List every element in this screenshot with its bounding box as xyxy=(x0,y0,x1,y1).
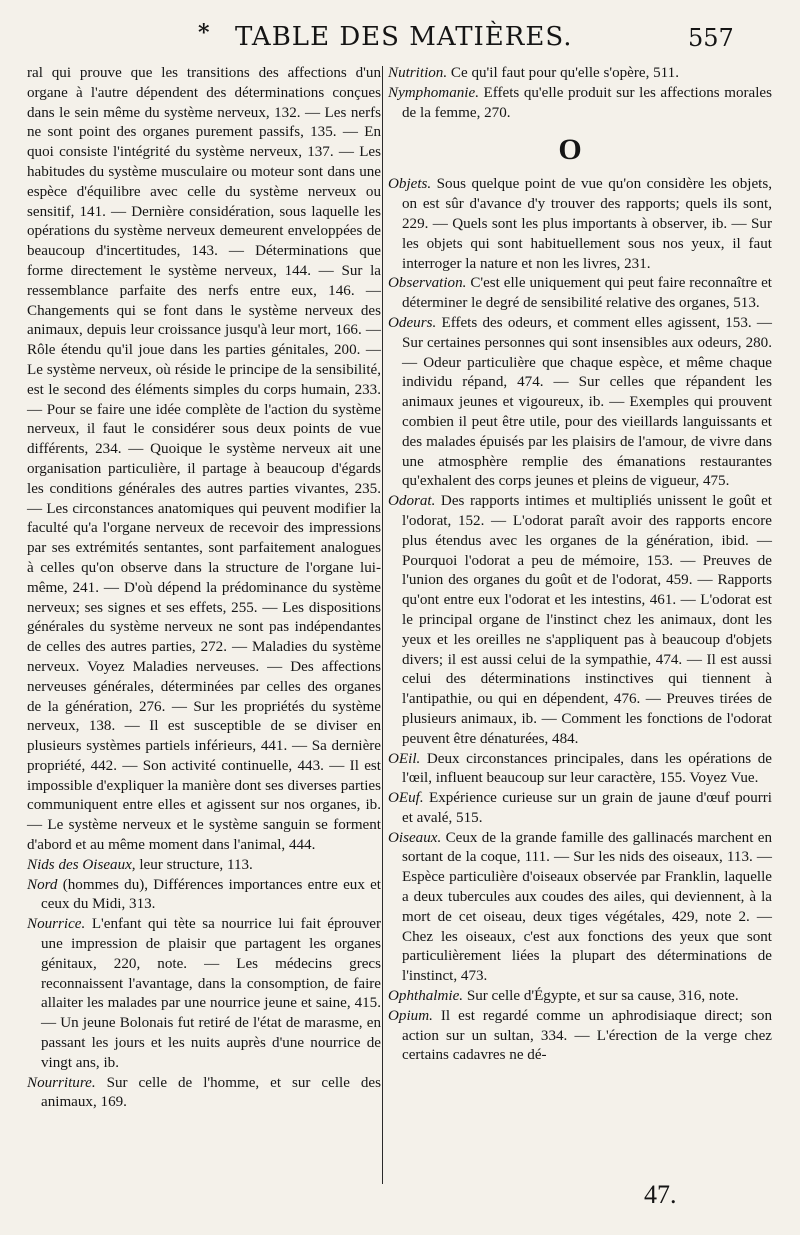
entry-text: Ce qu'il faut pour qu'elle s'opère, 511. xyxy=(447,65,679,81)
index-entry xyxy=(388,1007,772,1066)
entry-headword: Opium. xyxy=(388,1007,433,1024)
index-entry xyxy=(388,987,772,1007)
entry-text: Ceux de la grande famille des gallinacés marchent en sortant de la coque, 111. — Sur les nids des oiseaux, 113. — Espèce particulière d'oiseaux observée par Franklin, laquelle a deux tubercules aux coudes des ailes, qui deviennent, à la mort de cet oiseau, deux tiges végétales, 429, note 2. — Chez les oiseaux, c'est aux fonctions des yeux que sont particulièrement liées la plupart des déterminations de l'instinct, 473. xyxy=(402,829,772,985)
index-entry xyxy=(388,492,772,749)
entry-headword: Odeurs. xyxy=(388,314,437,331)
signature-mark: 47. xyxy=(644,1180,677,1209)
entry-text: Sous quelque point de vue qu'on considère les objets, on est sûr d'avance d'y trouver des rapports; quels ils sont, 229. — Quels sont les plus importants à observer, ib. — Sur les objets qui sont habituellement sous nos yeux, il faut interroger la nature et non les livres, 231. xyxy=(402,176,772,272)
section-letter: O xyxy=(558,133,582,167)
entry-text: C'est elle uniquement qui peut faire reconnaître et déterminer le degré de sensibilité relative des organes, 513. xyxy=(402,275,772,312)
entry-headword: OEuf. xyxy=(388,790,424,807)
entry-text: Sur celle de l'homme, et sur celle des animaux, 169. xyxy=(41,1074,381,1111)
continued-entry-text: ral qui prouve que les transitions des affections d'un organe à l'autre dépendent des déterminations conçues dans le sein même du système nerveux, 132. — Les nerfs ne sont point des organes purement passifs, 135. — En quoi consiste l'intégrité du système nerveux, 137. — Les habitudes du système musculaire ou moteur sont dans une espèce d'équilibre avec celle du système nerveux ou sensitif, 141. — Dernière considération, sous laquelle les opérations du système nerveux demeurent enveloppées de beaucoup d'incertitudes, 143. — Déterminations que forme directement le système nerveux, 144. — Sur la ressemblance parfaite des nerfs entre eux, 146. — Changements qui se font dans le système nerveux des animaux, depuis leur croissance jusqu'à leur mort, 166. — Rôle étendu qu'il joue dans les parties génitales, 200. — Le système nerveux, où réside le principe de la sensibilité, est le second des éléments simples du corps humain, 233. — Pour se faire une idée complète de l'action du système nerveux, il faut le considérer sous deux points de vue différents, 234. — Quoique le système nerveux ait une organisation particulière, il partage à beaucoup d'égards les conditions générales des autres parties vivantes, 235. — Les circonstances anatomiques qui peuvent modifier la faculté qu'a l'organe nerveux de recevoir des impressions par ses extrémités sentantes, sont parfaitement analogues à celles qu'on observe dans la structure de l'organe lui-même, 241. — D'où dépend la prédominance du système nerveux; ses signes et ses effets, 255. — Les dispositions générales du système nerveux ne sont pas indépendantes de celles des autres parties, 272. — Maladies du système nerveux. Voyez Maladies nerveuses. — Des affections nerveuses générales, déterminées par celles des organes de la génération, 276. — Sur les propriétés du système nerveux, 138. — Il est susceptible de se diviser en plusieurs systèmes partiels inférieurs, 441. — Sa dernière propriété, 442. — Son activité continuelle, 443. — Il est impossible d'expliquer la manière dont ses diverses parties communiquent entre elles et agissent sur nos organes, ib. — Le système nerveux et le système sanguin se forment d'abord et au même moment dans l'animal, 444. xyxy=(27,65,381,854)
entry-text: Il est regardé comme un aphrodisiaque direct; son action sur un sultan, 334. — L'érection de la verge chez certains cadavres ne dé- xyxy=(402,1007,772,1064)
entry-text: leur structure, 113. xyxy=(135,856,253,873)
entry-text: Sur celle d'Égypte, et sur sa cause, 316, note. xyxy=(463,988,739,1005)
index-entry xyxy=(27,915,381,1073)
index-entry xyxy=(388,789,772,829)
header-star: * xyxy=(198,20,210,46)
entry-text: Deux circonstances principales, dans les opérations de l'œil, influent beaucoup sur leur caractère, 155. Voyez Vue. xyxy=(402,750,772,787)
entry-headword: Nourrice. xyxy=(27,916,86,933)
entry-headword: Oiseaux. xyxy=(388,829,442,846)
entry-headword: Ophthalmie. xyxy=(388,988,464,1005)
page-header xyxy=(0,18,800,58)
page-number: 557 xyxy=(688,24,734,52)
index-entry xyxy=(388,829,772,987)
entry-headword: Odorat. xyxy=(388,493,436,510)
entry-headword: Observation. xyxy=(388,275,467,292)
index-entry xyxy=(27,1074,381,1114)
entry-headword: Nord xyxy=(27,876,58,893)
entry-text: Des rapports intimes et multipliés unissent le goût et l'odorat, 152. — L'odorat paraît avoir des rapports encore plus étendus avec les organes de la génération, ibid. — Pourquoi l'odorat a peu de mémoire, 153. — Preuves de l'union des organes du goût et de l'odorat, 459. — Rapports qu'ont entre eux l'odorat et les intestins, 461. — L'odorat est le principal organe de l'instinct chez les animaux, dont les yeux et les oreilles ne s'appliquent pas à beaucoup d'objets divers; il est aussi celui de la sympathie, 474. — Il est aussi celui des déterminations instinctives qui tiennent à l'antipathie, ou qui en dépendent, 476. — Preuves tirées de plusieurs animaux, ib. — Comment les fonctions de l'odorat peuvent être dénaturées, 484. xyxy=(402,493,772,747)
entry-text: Expérience curieuse sur un grain de jaune d'œuf pourri et avalé, 515. xyxy=(402,790,772,826)
entry-headword: Nids des Oiseaux, xyxy=(27,856,136,873)
entry-headword: Objets. xyxy=(388,176,432,193)
entry-headword: Nymphomanie. xyxy=(388,84,479,101)
index-entry xyxy=(27,856,381,876)
page-title: TABLE DES MATIÈRES. xyxy=(235,22,573,52)
right-column xyxy=(388,64,772,1066)
entry-text: (hommes du), Différences importances entre eux et ceux du Midi, 313. xyxy=(41,876,381,913)
index-entry xyxy=(388,750,772,790)
entry-headword: Nourriture. xyxy=(27,1074,96,1091)
entry-text: Effets qu'elle produit sur les affections morales de la femme, 270. xyxy=(402,84,772,121)
index-entry xyxy=(27,876,381,916)
entry-text: Effets des odeurs, et comment elles agissent, 153. — Sur certaines personnes qui sont insensibles aux odeurs, 280. — Odeur particulière que chaque espèce, et même chaque individu répand, 474. — Sur celles que répandent les animaux jeunes et vigoureux, ib. — Exemples qui prouvent combien il peut être utile, pour des vieillards languissants et des malades épuisés par les plaisirs de l'amour, de vivre dans une atmosphère remplie des émanations restaurantes qu'exhalent des corps jeunes et pleins de vigueur, 475. xyxy=(402,314,772,490)
column-divider xyxy=(382,66,383,1184)
entry-headword: OEil. xyxy=(388,750,421,767)
entry-text: L'enfant qui tète sa nourrice lui fait éprouver une impression de plaisir que partagent les organes génitaux, 220, note. — Les médecins grecs reconnaissent l'avantage, dans la consomption, de faire allaiter les malades par une nourrice jeune et saine, 415. — Un jeune Bolonais fut retiré de l'état de marasme, en passant les jours et les nuits auprès d'une nourrice de vingt ans, ib. xyxy=(41,916,381,1071)
left-column xyxy=(27,64,381,1113)
entry-headword: Nutrition. xyxy=(388,65,448,81)
index-entry xyxy=(388,314,772,492)
index-entry xyxy=(388,274,772,314)
index-entry xyxy=(388,84,772,124)
index-entry xyxy=(388,64,772,84)
index-entry xyxy=(388,175,772,274)
